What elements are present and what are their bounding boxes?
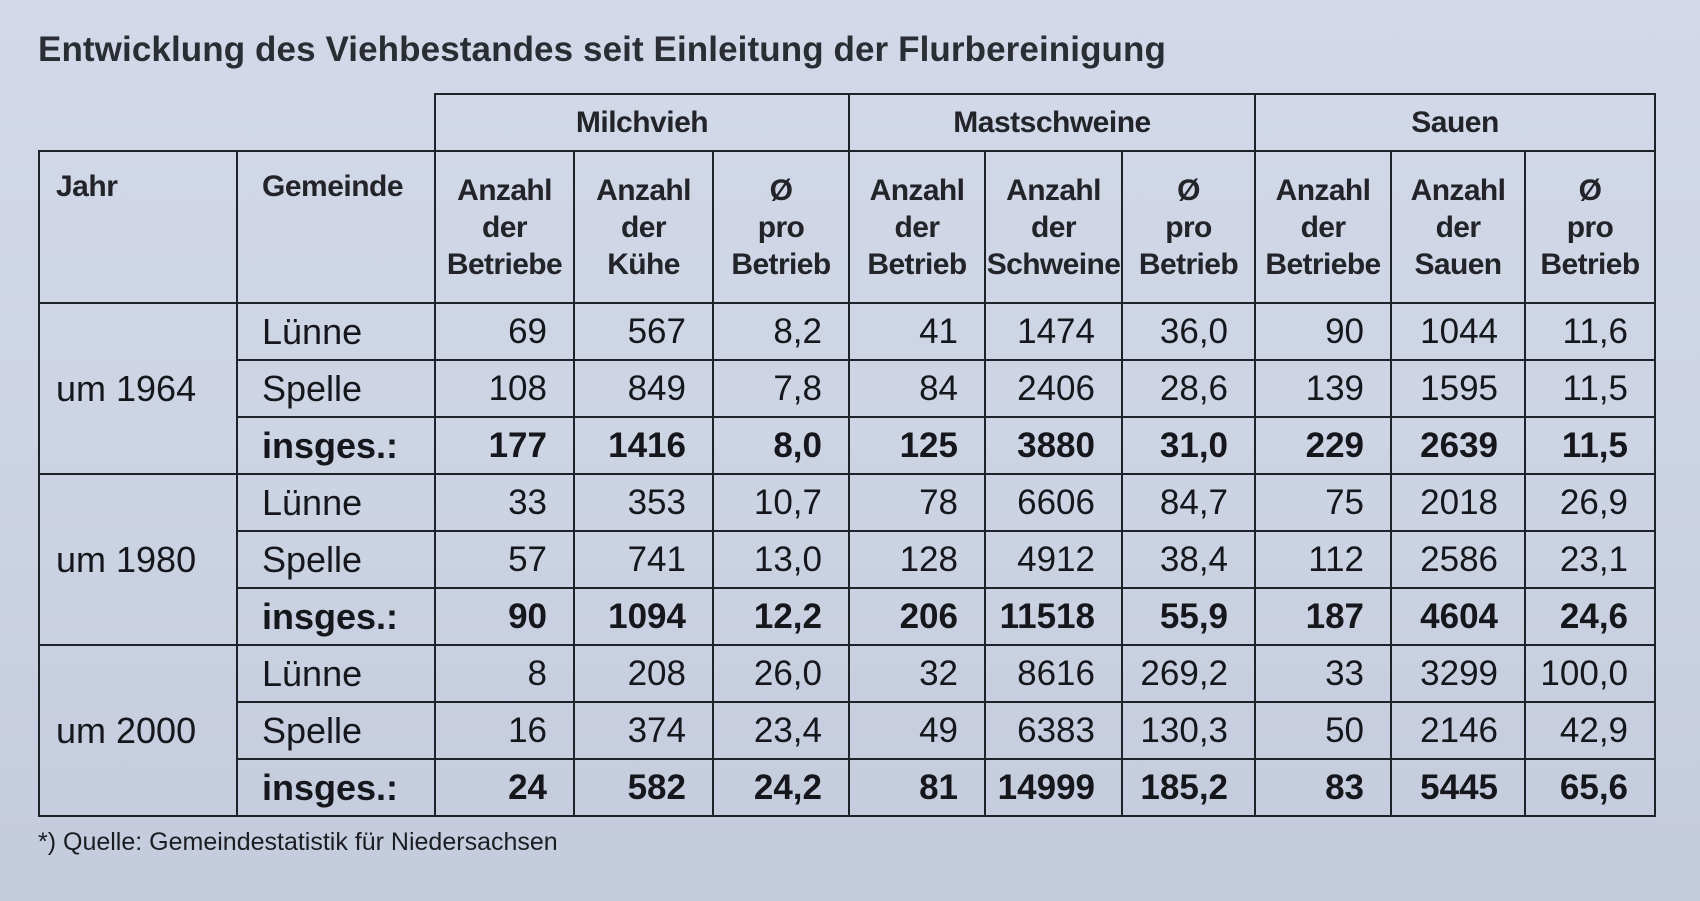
value-cell: 50 bbox=[1255, 702, 1391, 759]
value-cell: 7,8 bbox=[713, 360, 849, 417]
value-cell: 24,2 bbox=[713, 759, 849, 816]
column-header-7 bbox=[1391, 151, 1525, 303]
column-header-line: Anzahl bbox=[869, 173, 965, 207]
table-title: Entwicklung des Viehbestandes seit Einleitung der Flurbereinigung bbox=[38, 30, 1166, 69]
value-cell: 11,6 bbox=[1525, 303, 1655, 360]
column-header-line: Kühe bbox=[607, 247, 680, 281]
column-header-4 bbox=[985, 151, 1122, 303]
value-cell: 1416 bbox=[574, 417, 713, 474]
value-cell: 32 bbox=[849, 645, 985, 702]
value-cell: 33 bbox=[1255, 645, 1391, 702]
value-cell: 55,9 bbox=[1122, 588, 1255, 645]
value-cell: 1595 bbox=[1391, 360, 1525, 417]
value-cell: 81 bbox=[849, 759, 985, 816]
value-cell: 2018 bbox=[1391, 474, 1525, 531]
value-cell: 8,0 bbox=[713, 417, 849, 474]
value-cell: 38,4 bbox=[1122, 531, 1255, 588]
value-cell: 24 bbox=[435, 759, 574, 816]
group-header-milchvieh: Milchvieh bbox=[435, 94, 849, 151]
value-cell: 78 bbox=[849, 474, 985, 531]
gemeinde-cell: Spelle bbox=[237, 531, 435, 588]
value-cell: 2406 bbox=[985, 360, 1122, 417]
value-cell: 23,1 bbox=[1525, 531, 1655, 588]
column-header-line: Schweine bbox=[986, 247, 1121, 281]
value-cell: 10,7 bbox=[713, 474, 849, 531]
gemeinde-cell: insges.: bbox=[237, 588, 435, 645]
value-cell: 206 bbox=[849, 588, 985, 645]
value-cell: 36,0 bbox=[1122, 303, 1255, 360]
group-header-mastschweine: Mastschweine bbox=[849, 94, 1255, 151]
value-cell: 90 bbox=[1255, 303, 1391, 360]
column-header-line: Betriebe bbox=[446, 247, 563, 281]
gemeinde-cell: Spelle bbox=[237, 360, 435, 417]
value-cell: 108 bbox=[435, 360, 574, 417]
value-cell: 26,9 bbox=[1525, 474, 1655, 531]
header-blank bbox=[39, 94, 435, 151]
year-cell: um 1964 bbox=[39, 303, 237, 474]
column-header-line: Anzahl bbox=[596, 173, 691, 207]
value-cell: 84 bbox=[849, 360, 985, 417]
value-cell: 4604 bbox=[1391, 588, 1525, 645]
column-header-line: der bbox=[894, 210, 940, 244]
value-cell: 26,0 bbox=[713, 645, 849, 702]
gemeinde-cell: Lünne bbox=[237, 303, 435, 360]
value-cell: 1474 bbox=[985, 303, 1122, 360]
value-cell: 4912 bbox=[985, 531, 1122, 588]
value-cell: 28,6 bbox=[1122, 360, 1255, 417]
value-cell: 8616 bbox=[985, 645, 1122, 702]
value-cell: 5445 bbox=[1391, 759, 1525, 816]
value-cell: 567 bbox=[574, 303, 713, 360]
column-header-line: Betrieb bbox=[1540, 247, 1640, 281]
column-header-6 bbox=[1255, 151, 1391, 303]
value-cell: 57 bbox=[435, 531, 574, 588]
gemeinde-cell: Lünne bbox=[237, 474, 435, 531]
column-header-gemeinde: Gemeinde bbox=[237, 151, 435, 303]
column-header-line: Anzahl bbox=[1006, 173, 1101, 207]
value-cell: 42,9 bbox=[1525, 702, 1655, 759]
value-cell: 139 bbox=[1255, 360, 1391, 417]
value-cell: 84,7 bbox=[1122, 474, 1255, 531]
column-header-line: Sauen bbox=[1414, 247, 1502, 281]
value-cell: 23,4 bbox=[713, 702, 849, 759]
table-row bbox=[39, 303, 1655, 360]
table-row bbox=[39, 645, 1655, 702]
column-header-line: pro bbox=[757, 210, 805, 244]
column-header-line: Ø bbox=[1177, 173, 1200, 207]
value-cell: 185,2 bbox=[1122, 759, 1255, 816]
table-row bbox=[39, 531, 1655, 588]
column-header-line: Ø bbox=[1578, 173, 1602, 207]
column-header-line: der bbox=[1031, 210, 1076, 244]
column-header-line: Betrieb bbox=[867, 247, 967, 281]
value-cell: 75 bbox=[1255, 474, 1391, 531]
value-cell: 31,0 bbox=[1122, 417, 1255, 474]
value-cell: 353 bbox=[574, 474, 713, 531]
value-cell: 90 bbox=[435, 588, 574, 645]
column-header-line: der bbox=[1300, 210, 1346, 244]
value-cell: 11518 bbox=[985, 588, 1122, 645]
column-header-line: pro bbox=[1165, 210, 1212, 244]
value-cell: 6606 bbox=[985, 474, 1122, 531]
table-row bbox=[39, 702, 1655, 759]
value-cell: 849 bbox=[574, 360, 713, 417]
value-cell: 24,6 bbox=[1525, 588, 1655, 645]
table-row bbox=[39, 588, 1655, 645]
table-row bbox=[39, 759, 1655, 816]
value-cell: 69 bbox=[435, 303, 574, 360]
column-header-line: pro bbox=[1566, 210, 1614, 244]
value-cell: 112 bbox=[1255, 531, 1391, 588]
value-cell: 582 bbox=[574, 759, 713, 816]
value-cell: 33 bbox=[435, 474, 574, 531]
value-cell: 3880 bbox=[985, 417, 1122, 474]
value-cell: 49 bbox=[849, 702, 985, 759]
column-header-line: der bbox=[482, 210, 527, 244]
column-header-line: Ø bbox=[769, 173, 793, 207]
column-header-5 bbox=[1122, 151, 1255, 303]
value-cell: 2639 bbox=[1391, 417, 1525, 474]
value-cell: 13,0 bbox=[713, 531, 849, 588]
column-header-line: Anzahl bbox=[1410, 173, 1506, 207]
value-cell: 16 bbox=[435, 702, 574, 759]
gemeinde-cell: insges.: bbox=[237, 417, 435, 474]
table-row bbox=[39, 474, 1655, 531]
table-row bbox=[39, 417, 1655, 474]
column-header-2 bbox=[713, 151, 849, 303]
column-header-0 bbox=[435, 151, 574, 303]
value-cell: 125 bbox=[849, 417, 985, 474]
column-header-1 bbox=[574, 151, 713, 303]
column-header-line: Betriebe bbox=[1265, 247, 1381, 281]
value-cell: 41 bbox=[849, 303, 985, 360]
column-header-line: Betrieb bbox=[1138, 247, 1239, 281]
year-cell: um 1980 bbox=[39, 474, 237, 645]
value-cell: 1044 bbox=[1391, 303, 1525, 360]
value-cell: 8 bbox=[435, 645, 574, 702]
value-cell: 741 bbox=[574, 531, 713, 588]
group-header-sauen: Sauen bbox=[1255, 94, 1655, 151]
livestock-table bbox=[38, 93, 1656, 817]
column-header-line: Anzahl bbox=[1275, 173, 1371, 207]
source-note: *) Quelle: Gemeindestatistik für Niedersachsen bbox=[38, 828, 558, 856]
table-row bbox=[39, 360, 1655, 417]
gemeinde-cell: Spelle bbox=[237, 702, 435, 759]
value-cell: 187 bbox=[1255, 588, 1391, 645]
column-header-line: der bbox=[1435, 210, 1481, 244]
value-cell: 65,6 bbox=[1525, 759, 1655, 816]
value-cell: 269,2 bbox=[1122, 645, 1255, 702]
value-cell: 12,2 bbox=[713, 588, 849, 645]
column-header-3 bbox=[849, 151, 985, 303]
value-cell: 229 bbox=[1255, 417, 1391, 474]
column-header-8 bbox=[1525, 151, 1655, 303]
value-cell: 3299 bbox=[1391, 645, 1525, 702]
value-cell: 100,0 bbox=[1525, 645, 1655, 702]
value-cell: 11,5 bbox=[1525, 417, 1655, 474]
value-cell: 2586 bbox=[1391, 531, 1525, 588]
value-cell: 1094 bbox=[574, 588, 713, 645]
column-header-line: Betrieb bbox=[731, 247, 831, 281]
column-header-jahr: Jahr bbox=[39, 151, 237, 303]
value-cell: 83 bbox=[1255, 759, 1391, 816]
column-header-line: Anzahl bbox=[457, 173, 552, 207]
value-cell: 130,3 bbox=[1122, 702, 1255, 759]
value-cell: 177 bbox=[435, 417, 574, 474]
value-cell: 8,2 bbox=[713, 303, 849, 360]
gemeinde-cell: insges.: bbox=[237, 759, 435, 816]
value-cell: 2146 bbox=[1391, 702, 1525, 759]
value-cell: 374 bbox=[574, 702, 713, 759]
value-cell: 6383 bbox=[985, 702, 1122, 759]
year-cell: um 2000 bbox=[39, 645, 237, 816]
column-header-line: der bbox=[621, 210, 666, 244]
value-cell: 11,5 bbox=[1525, 360, 1655, 417]
gemeinde-cell: Lünne bbox=[237, 645, 435, 702]
value-cell: 128 bbox=[849, 531, 985, 588]
value-cell: 208 bbox=[574, 645, 713, 702]
value-cell: 14999 bbox=[985, 759, 1122, 816]
